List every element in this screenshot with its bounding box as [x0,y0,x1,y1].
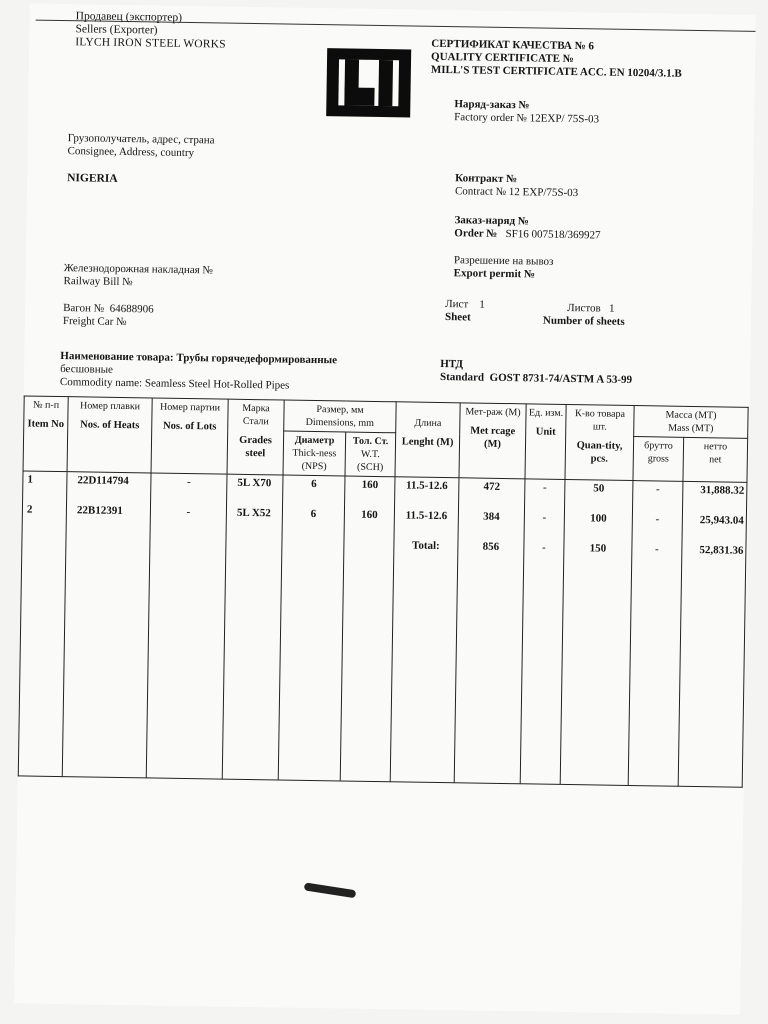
total-meterage: 856 [482,540,500,553]
row2-grade: 5L X52 [236,506,271,520]
header-length: Длина Lenght (M) [395,402,460,478]
row2-item: 2 [26,503,33,516]
consignee-ru-label: Грузополучатель, адрес, страна [67,132,215,147]
signature-mark [304,882,357,898]
order-number: SF16 007518/369927 [505,228,601,242]
sheets-number: 1 [608,302,615,315]
railway-ru-label: Железнодорожная накладная № [63,262,214,277]
row1-unit: - [542,481,547,494]
factory-order-ru-label: Наряд-заказ № [454,98,530,112]
row1-length: 11.5-12.6 [405,479,448,493]
railway-en-label: Railway Bill № [63,275,133,289]
row1-net: 31,888.32 [700,484,745,497]
consignee-en-label: Consignee, Address, country [67,145,195,160]
certificate-page [14,4,756,1015]
sheets-block [543,302,625,329]
row2-lot: - [186,506,191,519]
contract-block [455,172,579,200]
row1-heat: 22D114794 [77,474,129,488]
header-gross: брутто gross [633,437,684,482]
seller-ru-label: Продавец (экспортер) [75,10,183,24]
pipes-table [18,395,749,787]
header-meterage: Мет-раж (М) Met rcage (M) [459,403,526,479]
header-quantity: К-во товара шт. Quan-tity, pcs. [565,404,634,480]
row2-qty: 100 [590,512,607,525]
standard-block [440,358,632,387]
header-mass: Масса (МТ) Mass (MT) [634,406,748,439]
company-logo [326,48,411,117]
row2-meterage: 384 [483,510,500,523]
total-net: 52,831.36 [699,544,744,557]
standard-value: GOST 8731-74/ASTM A 53-99 [489,371,633,387]
row2-gross: - [655,513,660,526]
row2-nps: 6 [310,507,317,521]
sheets-en-label: Number of sheets [542,314,625,328]
row1-grade: 5L X70 [237,476,272,490]
header-grade: Марка Стали Grades steel [227,399,284,475]
row2-heat: 22B12391 [76,504,123,518]
permit-ru-label: Разрешение на вывоз [453,254,554,268]
order-ru-label: Заказ-наряд № [454,214,529,228]
order-block [454,214,601,242]
commodity-block [60,350,411,394]
consignee-block [67,132,214,160]
row1-gross: - [655,483,660,496]
row1-sch: 160 [361,478,379,492]
order-en-label: Order № [454,227,498,240]
factory-order-block [454,98,599,126]
table-row [18,471,747,787]
seller-en-label: Sellers (Exporter) [75,23,158,37]
commodity-ru-label: Наименование товара: Трубы горячедеформированные [60,350,338,367]
freight-car-number: 64688906 [109,302,154,316]
commodity-ru-label-2: бесшовные [60,363,114,376]
total-gross: - [654,543,659,556]
header-unit: Ед. изм. Unit [525,404,566,480]
sheet-ru-label: Лист [445,298,469,311]
header-heats: Номер плавки Nos. of Heats [67,397,152,473]
sheets-ru-label: Листов [567,301,601,315]
header-item: № п-п Item No [23,396,68,472]
header-lots: Номер партии Nos. of Lots [151,398,228,474]
total-qty: 150 [589,542,607,555]
header-net: нетто net [683,437,748,482]
mill-certificate-title: MILL'S TEST CERTIFICATE ACC. EN 10204/3.1.B [430,63,682,80]
commodity-en-label: Commodity name: Seamless Steel Hot-Rolled Pipes [59,376,290,392]
standard-ru-label: НТД [440,357,464,371]
railway-bill-block [63,262,213,290]
freight-ru-label: Вагон № [63,302,105,315]
row1-item: 1 [27,473,34,486]
contract-ru-label: Контракт № [455,172,518,186]
certificate-en-title: QUALITY CERTIFICATE № [431,50,574,66]
factory-order-en-label: Factory order № 12EXP/ 75S-03 [454,111,600,126]
row2-unit: - [542,511,547,524]
row1-meterage: 472 [483,480,501,493]
standard-en-label: Standard [439,370,485,384]
consignee-country: NIGERIA [67,172,118,185]
sheet-block [445,298,485,325]
permit-en-label: Export permit № [453,267,536,281]
export-permit-block [454,254,554,282]
freight-car-block [63,302,154,329]
seller-name: ILYCH IRON STEEL WORKS [75,36,226,51]
certificate-ru-title: СЕРТИФИКАТ КАЧЕСТВА № 6 [431,37,595,53]
sheet-number: 1 [479,298,485,311]
total-unit: - [541,541,546,554]
header-dimensions: Размер, мм Dimensions, mm [284,400,396,433]
row2-net: 25,943.04 [699,514,744,527]
sheet-en-label: Sheet [444,311,471,324]
header-diameter: Диаметр Thick-ness (NPS) [283,431,346,476]
row1-nps: 6 [311,477,317,491]
seller-block [75,10,226,51]
row2-sch: 160 [361,508,378,522]
freight-en-label: Freight Car № [62,315,127,329]
header-wall-thickness: Тол. Ст. W.T. (SCH) [345,432,396,477]
certificate-title-block [431,38,682,81]
contract-en-label: Contract № 12 EXP/75S-03 [454,185,579,200]
row1-lot: - [186,476,191,489]
row1-qty: 50 [593,482,605,495]
row2-length: 11.5-12.6 [405,509,448,523]
total-label: Total: [411,539,440,553]
